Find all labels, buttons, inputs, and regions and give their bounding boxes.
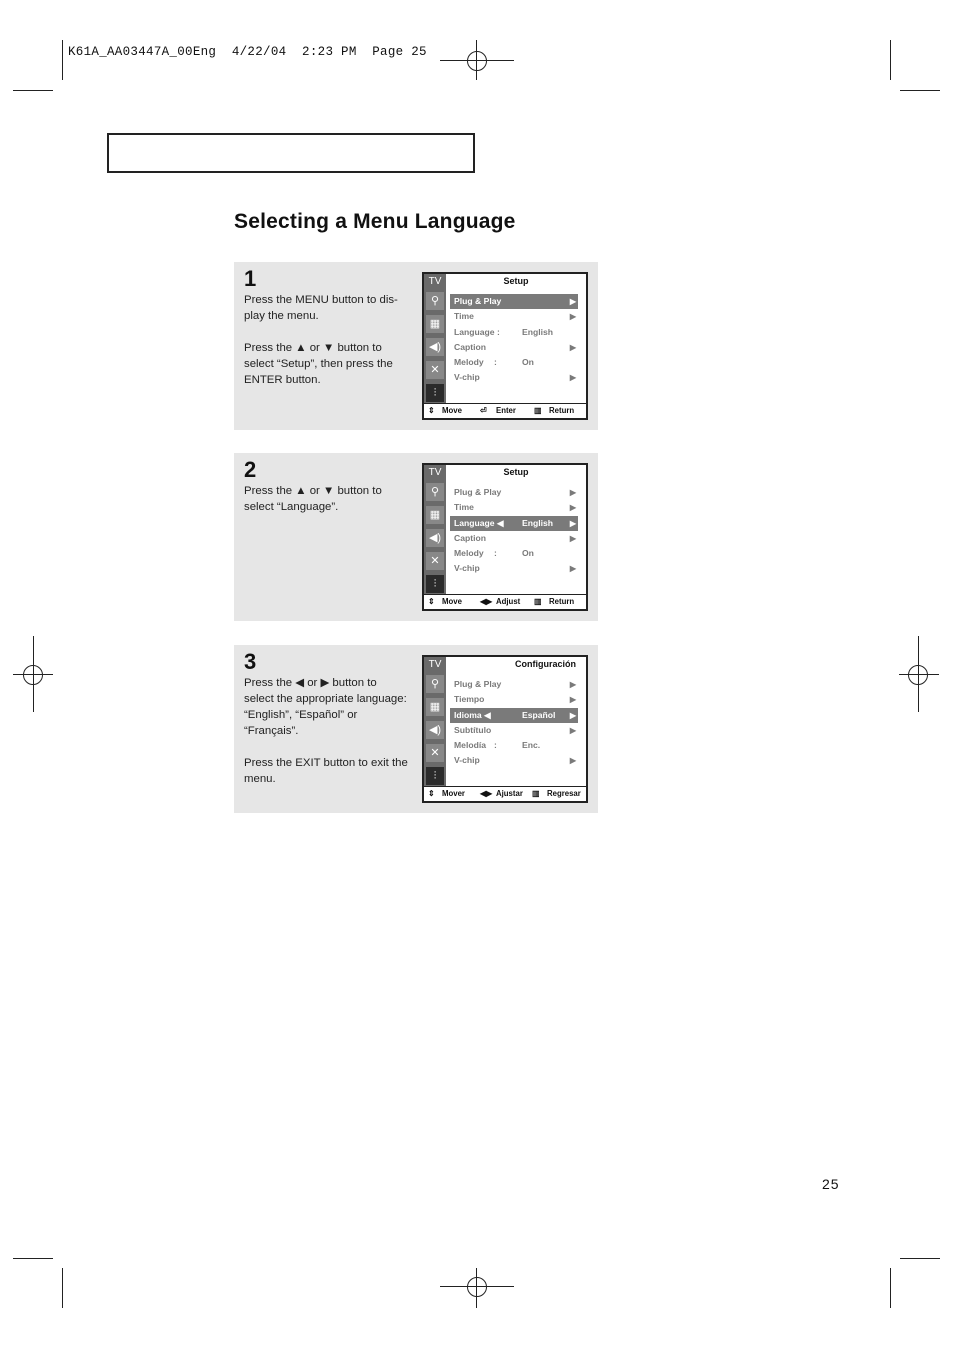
osd-menu-item[interactable]	[450, 355, 578, 370]
osd-menu-item[interactable]	[450, 370, 578, 385]
arrow-right-icon: ▶	[569, 312, 576, 322]
channel-icon: ✕	[426, 744, 444, 762]
crop-mark	[900, 1258, 940, 1259]
arrow-right-icon: ▶	[569, 503, 576, 513]
osd-menu-item[interactable]	[450, 723, 578, 738]
leftright-icon: ◀▶	[480, 597, 492, 606]
osd-menu-screen	[422, 463, 588, 611]
footer-move-label: Move	[442, 597, 462, 606]
osd-menu-list	[450, 485, 578, 577]
updown-icon: ⇕	[428, 789, 435, 798]
enter-icon: ⏎	[480, 406, 487, 415]
registration-mark	[467, 51, 487, 71]
osd-item-label: V-chip	[454, 563, 480, 574]
menu-icon: ▥	[534, 597, 542, 606]
plug-icon: ⚲	[426, 292, 444, 310]
osd-item-label: V-chip	[454, 755, 480, 766]
osd-item-label: Idioma ◀	[454, 709, 491, 720]
setup-icon: ⫶	[426, 575, 444, 593]
page-number: 25	[822, 1176, 840, 1192]
osd-item-label: Melodía	[454, 740, 486, 751]
osd-item-value: English	[522, 326, 554, 337]
footer-move-label: Move	[442, 406, 462, 415]
arrow-right-icon: ▶	[569, 297, 576, 306]
registration-line	[918, 636, 919, 712]
osd-menu-item[interactable]	[450, 531, 578, 546]
osd-menu-item[interactable]	[450, 340, 578, 355]
osd-item-label: Tiempo	[454, 694, 485, 705]
osd-menu-screen	[422, 655, 588, 803]
setup-icon: ⫶	[426, 767, 444, 785]
page-title: Selecting a Menu Language	[234, 210, 516, 233]
arrow-right-icon: ▶	[569, 533, 576, 543]
osd-item-label: Language ◀	[454, 517, 504, 528]
arrow-right-icon: ▶	[569, 680, 576, 689]
osd-item-value: Español	[522, 709, 556, 720]
osd-item-colon: :	[494, 357, 497, 368]
picture-icon: ▦	[426, 315, 444, 333]
step-number: 2	[244, 457, 257, 482]
step-instructions	[244, 675, 409, 803]
osd-item-value: English	[522, 517, 554, 528]
sound-icon: ◀)	[426, 338, 444, 356]
footer-action-label: Adjust	[496, 597, 521, 606]
osd-menu-item[interactable]	[450, 294, 578, 309]
step-paragraph: Press the ◀ or ▶ button to select the appropriate language: “English”, “Español” or “Français”.	[244, 677, 407, 737]
osd-menu-title: Setup	[503, 467, 529, 477]
osd-item-label: Caption	[454, 341, 486, 352]
arrow-right-icon: ▶	[569, 710, 576, 720]
osd-menu-title: Setup	[503, 276, 529, 286]
print-slug: K61A_AA03447A_00Eng 4/22/04 2:23 PM Page 25	[68, 45, 427, 59]
osd-menu-screen	[422, 272, 588, 420]
arrow-right-icon: ▶	[569, 725, 576, 735]
footer-action-label: Ajustar	[496, 789, 523, 798]
osd-footer	[424, 594, 586, 609]
osd-item-label: Plug & Play	[454, 679, 502, 689]
osd-menu-item[interactable]	[450, 500, 578, 515]
setup-icon: ⫶	[426, 384, 444, 402]
step-instructions	[244, 483, 409, 531]
section-header-box	[107, 133, 475, 173]
osd-menu-item[interactable]	[450, 485, 578, 500]
arrow-right-icon: ▶	[569, 518, 576, 528]
osd-menu-item[interactable]	[450, 692, 578, 707]
channel-icon: ✕	[426, 552, 444, 570]
plug-icon: ⚲	[426, 675, 444, 693]
step-paragraph: Press the ▲ or ▼ button to select “Setup”, then press the ENTER button.	[244, 342, 393, 386]
tv-label: TV	[424, 465, 446, 481]
arrow-right-icon: ▶	[569, 488, 576, 497]
plug-icon: ⚲	[426, 483, 444, 501]
footer-return-label: Return	[549, 597, 575, 606]
step-panel-3	[234, 645, 598, 813]
tv-label: TV	[424, 274, 446, 290]
registration-line	[440, 1286, 514, 1287]
menu-icon: ▥	[532, 789, 540, 798]
osd-menu-item[interactable]	[450, 677, 578, 692]
osd-item-value: Enc.	[522, 740, 541, 751]
crop-mark	[62, 1268, 63, 1308]
osd-item-colon: :	[494, 740, 497, 751]
step-panel-2	[234, 453, 598, 621]
crop-mark	[13, 1258, 53, 1259]
osd-menu-item[interactable]	[450, 708, 578, 723]
registration-line	[440, 60, 514, 61]
osd-menu-list	[450, 294, 578, 386]
osd-item-label: Plug & Play	[454, 487, 502, 497]
osd-menu-item[interactable]	[450, 546, 578, 561]
picture-icon: ▦	[426, 506, 444, 524]
step-paragraph: Press the ▲ or ▼ button to select “Language”.	[244, 485, 382, 513]
step-instructions	[244, 292, 409, 404]
registration-line	[476, 40, 477, 80]
updown-icon: ⇕	[428, 597, 435, 606]
menu-icon: ▥	[534, 406, 542, 415]
osd-item-label: Caption	[454, 532, 486, 543]
updown-icon: ⇕	[428, 406, 435, 415]
osd-item-label: Time	[454, 311, 474, 322]
registration-line	[476, 1268, 477, 1308]
crop-mark	[900, 90, 940, 91]
arrow-right-icon: ▶	[569, 564, 576, 574]
osd-menu-list	[450, 677, 578, 769]
arrow-right-icon: ▶	[569, 756, 576, 766]
osd-item-label: Plug & Play	[454, 296, 502, 306]
step-paragraph: Press the MENU button to dis-play the menu.	[244, 294, 398, 322]
osd-menu-title: Configuración	[515, 659, 576, 669]
channel-icon: ✕	[426, 361, 444, 379]
osd-item-label: Melody	[454, 357, 484, 368]
osd-menu-item[interactable]	[450, 325, 578, 340]
osd-item-value: On	[522, 548, 534, 559]
sound-icon: ◀)	[426, 529, 444, 547]
osd-menu-item[interactable]	[450, 309, 578, 324]
footer-move-label: Mover	[442, 789, 465, 798]
footer-return-label: Regresar	[547, 789, 581, 798]
osd-footer	[424, 403, 586, 418]
picture-icon: ▦	[426, 698, 444, 716]
arrow-right-icon: ▶	[569, 695, 576, 705]
step-number: 3	[244, 649, 257, 674]
osd-item-value: On	[522, 357, 534, 368]
osd-menu-item[interactable]	[450, 561, 578, 576]
osd-menu-item[interactable]	[450, 753, 578, 768]
registration-mark	[467, 1277, 487, 1297]
osd-item-label: V-chip	[454, 372, 480, 383]
step-paragraph: Press the EXIT button to exit the menu.	[244, 757, 408, 785]
tv-label: TV	[424, 657, 446, 673]
leftright-icon: ◀▶	[480, 789, 492, 798]
footer-return-label: Return	[549, 406, 575, 415]
osd-item-colon: :	[494, 548, 497, 559]
osd-footer	[424, 786, 586, 801]
crop-mark	[62, 40, 63, 80]
crop-mark	[890, 40, 891, 80]
osd-menu-item[interactable]	[450, 738, 578, 753]
arrow-right-icon: ▶	[569, 373, 576, 383]
footer-action-label: Enter	[496, 406, 516, 415]
crop-mark	[13, 90, 53, 91]
osd-item-label: Melody	[454, 548, 484, 559]
osd-item-label: Subtítulo	[454, 724, 492, 735]
sound-icon: ◀)	[426, 721, 444, 739]
osd-item-label: Language :	[454, 326, 500, 337]
registration-line	[33, 636, 34, 712]
arrow-right-icon: ▶	[569, 342, 576, 352]
crop-mark	[890, 1268, 891, 1308]
step-panel-1	[234, 262, 598, 430]
osd-menu-item[interactable]	[450, 516, 578, 531]
registration-line	[899, 674, 939, 675]
step-number: 1	[244, 266, 257, 291]
osd-item-label: Time	[454, 502, 474, 513]
